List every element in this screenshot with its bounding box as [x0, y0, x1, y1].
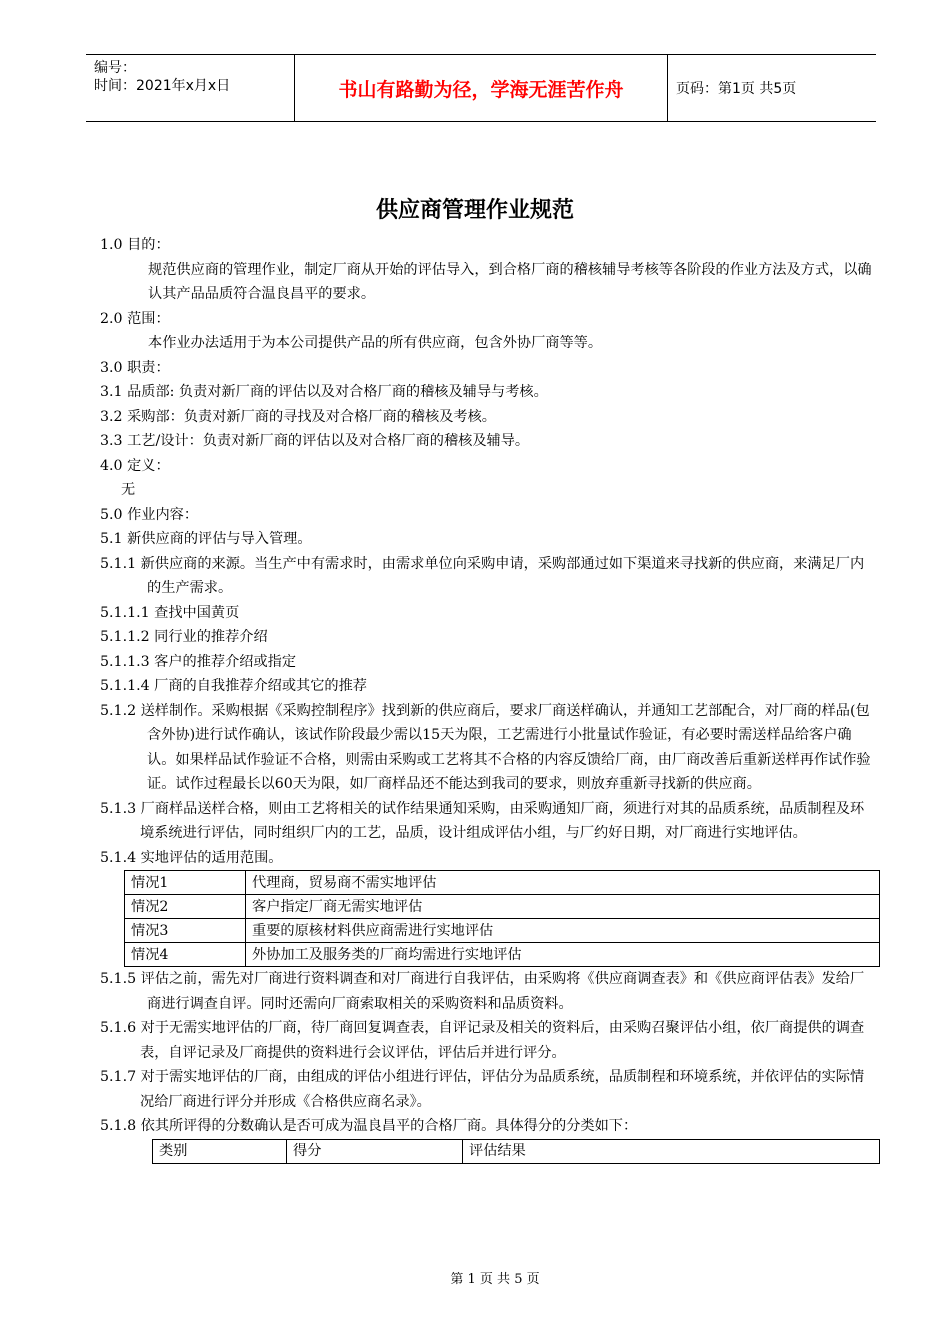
- table-row: [125, 895, 880, 919]
- section-heading: 2.0 范围：: [100, 310, 170, 327]
- onsite-scope-table: [124, 870, 880, 967]
- paragraph: 本作业办法适用于为本公司提供产品的所有供应商，包含外协厂商等等。: [148, 335, 603, 351]
- table-cell: 代理商，贸易商不需实地评估: [246, 871, 880, 895]
- section-heading: 1.0 目的：: [100, 237, 170, 253]
- paragraph: 3.3 工艺/设计：负责对新厂商的评估以及对合格厂商的稽核及辅导。: [100, 433, 530, 449]
- table-cell: 外协加工及服务类的厂商均需进行实地评估: [246, 943, 880, 967]
- list-item: 5.1.1.3 客户的推荐介绍或指定: [100, 653, 297, 670]
- list-item: 5.1.1.1 查找中国黄页: [100, 604, 240, 621]
- paragraph: 5.1.1 新供应商的来源。当生产中有需求时，由需求单位向采购申请，采购部通过如下渠道来寻找新的供应商，来满足厂内的生产需求。: [100, 555, 865, 596]
- paragraph: 5.1.7 对于需实地评估的厂商，由组成的评估小组进行评估，评估分为品质系统，品质制程和环境系统，并依评估的实际情况给厂商进行评分并形成《合格供应商名录》。: [100, 1069, 865, 1110]
- table-header-cell: 评估结果: [463, 1139, 880, 1163]
- paragraph: 规范供应商的管理作业，制定厂商从开始的评估导入，到合格厂商的稽核辅导考核等各阶段的作业方法及方式，以确认其产品品质符合温良昌平的要求。: [148, 261, 872, 302]
- list-item: 5.1.1.4 厂商的自我推荐介绍或其它的推荐: [100, 678, 367, 694]
- table-cell: 重要的原核材料供应商需进行实地评估: [246, 919, 880, 943]
- table-cell: 客户指定厂商无需实地评估: [246, 895, 880, 919]
- document-title: 供应商管理作业规范: [375, 198, 574, 223]
- section-heading: 4.0 定义：: [100, 457, 170, 474]
- paragraph: 无: [121, 482, 136, 498]
- table-cell: 情况1: [125, 871, 246, 895]
- table-row: [125, 943, 880, 967]
- table-header-row: [153, 1139, 880, 1163]
- page-footer: 第 1 页 共 5 页: [450, 1272, 540, 1287]
- paragraph: 5.1.8 依其所评得的分数确认是否可成为温良昌平的合格厂商。具体得分的分类如下：: [100, 1118, 638, 1134]
- paragraph: 3.1 品质部: 负责对新厂商的评估以及对合格厂商的稽核及辅导与考核。: [100, 384, 548, 400]
- document-number: 编号：: [94, 60, 136, 76]
- document-body: [100, 233, 876, 1164]
- score-table: [152, 1139, 880, 1164]
- table-header-cell: 得分: [287, 1139, 463, 1163]
- table-cell: 情况4: [125, 943, 246, 967]
- header-table: [86, 54, 876, 122]
- list-item: 5.1.1.2 同行业的推荐介绍: [100, 629, 268, 645]
- table-row: [125, 919, 880, 943]
- table-header-cell: 类别: [153, 1139, 287, 1163]
- table-cell: 情况2: [125, 895, 246, 919]
- header-meta: [86, 55, 295, 122]
- paragraph: 5.1.6 对于无需实地评估的厂商，待厂商回复调查表，自评记录及相关的资料后，由采购召聚评估小组，依厂商提供的调查表，自评记录及厂商提供的资料进行会议评估，评估后并进行评分。: [100, 1020, 865, 1061]
- header-motto: 书山有路勤为径，学海无涯苦作舟: [295, 55, 668, 122]
- paragraph: 5.1.2 送样制作。采购根据《采购控制程序》找到新的供应商后，要求厂商送样确认，并通知工艺部配合，对厂商的样品(包含外协)进行试作确认，该试作阶段最少需以15天为限，工艺需进行小批量试作验证，有必要时需送样品给客户确认。如果样品试作验证不合格，则需由采购或工艺将其不合格的内容反馈给厂商，由厂商改善后重新送样再作试作验证。试作过程最长以60天为限，如厂商样品还不能达到我司的要求，则放弃重新寻找新的供应商。: [100, 702, 871, 792]
- paragraph: 5.1.5 评估之前，需先对厂商进行资料调查和对厂商进行自我评估，由采购将《供应商调查表》和《供应商评估表》发给厂商进行调查自评。同时还需向厂商索取相关的采购资料和品质资料。: [100, 971, 865, 1012]
- paragraph: 5.1.4 实地评估的适用范围。: [100, 849, 283, 866]
- paragraph: 5.1 新供应商的评估与导入管理。: [100, 531, 312, 547]
- table-row: [125, 871, 880, 895]
- paragraph: 5.1.3 厂商样品送样合格，则由工艺将相关的试作结果通知采购，由采购通知厂商，须进行对其的品质系统，品质制程及环境系统进行评估，同时组织厂内的工艺，品质，设计组成评估小组，与厂约好日期，对厂商进行实地评估。: [100, 800, 865, 841]
- document-time: 时间：2021年x月x日: [94, 78, 231, 94]
- section-heading: 5.0 作业内容：: [100, 506, 199, 523]
- table-cell: 情况3: [125, 919, 246, 943]
- paragraph: 3.2 采购部：负责对新厂商的寻找及对合格厂商的稽核及考核。: [100, 408, 496, 425]
- section-heading: 3.0 职责：: [100, 359, 170, 376]
- header-page-info: 页码：第1页 共5页: [676, 81, 797, 97]
